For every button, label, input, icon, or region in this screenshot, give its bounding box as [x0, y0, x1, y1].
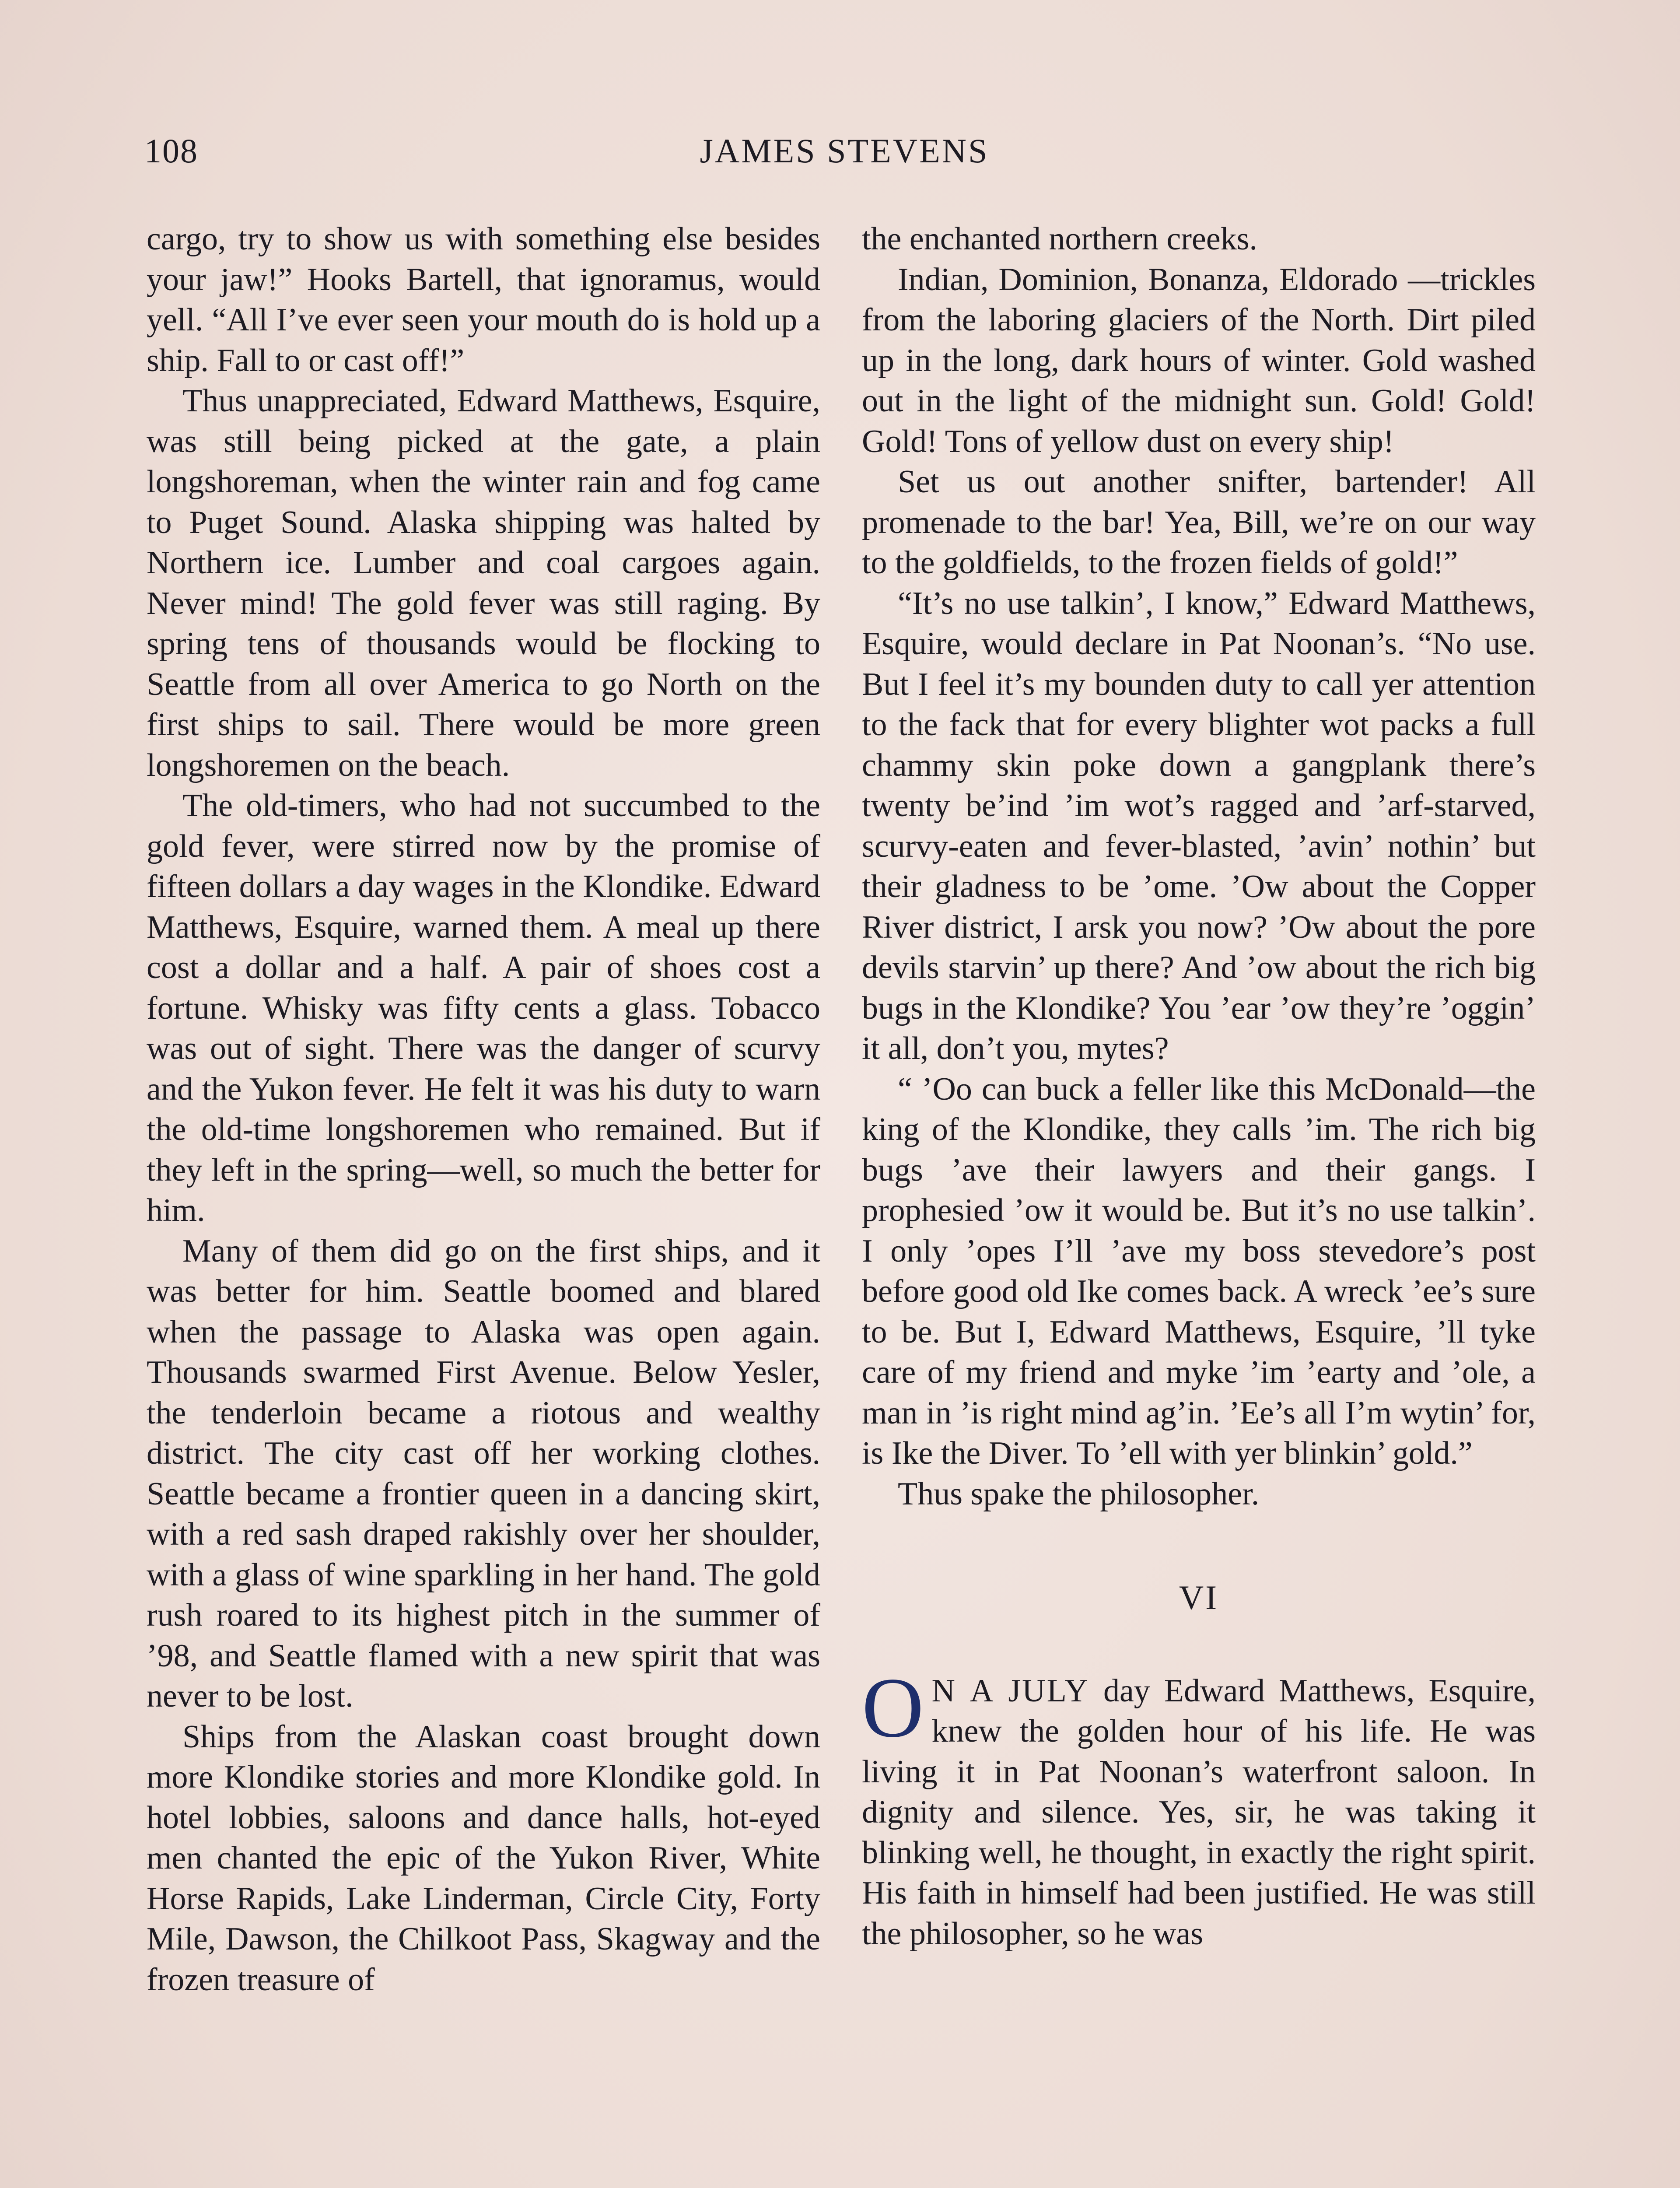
paragraph: Thus spake the philosopher.: [898, 1476, 1260, 1512]
paragraph: “ ’Oo can buck a feller like this McDonald—the king of the Klondike, they calls ’im. The rich big bugs ’ave their lawyers and their gangs. I prophesied ’ow it would be. But it’s no use talkin’. I only ’opes I’ll ’ave my boss stevedore’s post before good old Ike comes back. A wreck ’ee’s sure to be. But I, Edward Matthews, Esquire, ’ll tyke care of my friend and myke ’im ’earty and ’ole, a man in ’is right mind ag’in. ’Ee’s all I’m wytin’ for, is Ike the Diver. To ’ell with yer blinkin’ gold.”: [862, 1071, 1536, 1471]
opening-text: day Edward Matthews, Esquire, knew the golden hour of his life. He was living it in Pat Noonan’s waterfront saloon. In dignity and silence. Yes, sir, he was taking it blinking well, he thought, in exactly the right spirit. His faith in himself had been justified. He was still the philosopher, so he was: [862, 1673, 1536, 1952]
drop-cap: O: [862, 1660, 924, 1755]
opening-small-caps: N A JULY: [931, 1673, 1089, 1709]
paragraph: Ships from the Alaskan coast brought down more Klondike stories and more Klondike gold. In hotel lobbies, saloons and dance halls, hot-eyed men chanted the epic of the Yukon River, White Horse Rapids, Lake Linderman, Circle City, Forty Mile, Dawson, the Chilkoot Pass, Skagway and the frozen treasure of: [147, 1718, 820, 1998]
paragraph: Many of them did go on the first ships, and it was better for him. Seattle boomed and blared when the passage to Alaska was open again. Thousands swarmed First Avenue. Below Yesler, the tenderloin became a riotous and wealthy district. The city cast off her working clothes. Seattle became a frontier queen in a dancing skirt, with a red sash draped rakishly over her shoulder, with a glass of wine sparkling in her hand. The gold rush roared to its highest pitch in the summer of ’98, and Seattle flamed with a new spirit that was never to be lost.: [147, 1233, 820, 1714]
paragraph: “It’s no use talkin’, I know,” Edward Matthews, Esquire, would declare in Pat Noonan’s. “No use. But I feel it’s my bounden duty to call yer attention to the fack that for every blighter wot packs a full chammy skin poke down a gangplank there’s twenty be’ind ’im wot’s ragged and ’arf-starved, scurvy-eaten and fever-blasted, ’avin’ nothin’ but their gladness to be ’ome. ’Ow about the Copper River district, I arsk you now? ’Ow about the pore devils starvin’ up there? And ’ow about the rich big bugs in the Klondike? You ’ear ’ow they’re ’oggin’ it all, don’t you, mytes?: [862, 585, 1536, 1066]
page-header: [144, 131, 1544, 179]
paragraph: Thus unappreciated, Edward Matthews, Esquire, was still being picked at the gate, a plain longshoreman, when the winter rain and fog came to Puget Sound. Alaska shipping was halted by Northern ice. Lumber and coal cargoes again. Never mind! The gold fever was still raging. By spring tens of thousands would be flocking to Seattle from all over America to go North on the first ships to sail. There would be more green longshoremen on the beach.: [147, 383, 820, 783]
page-number: 108: [144, 132, 198, 170]
paragraph: cargo, try to show us with something else besides your jaw!” Hooks Bartell, that ignoramus, would yell. “All I’ve ever seen your mouth do is hold up a ship. Fall to or cast off!”: [147, 221, 820, 379]
paragraph: the enchanted northern creeks.: [862, 221, 1258, 257]
left-column: [147, 219, 820, 2000]
right-column: [862, 219, 1536, 1954]
opening-paragraph: [862, 1660, 1536, 1954]
section-heading: VI: [1179, 1578, 1219, 1616]
paragraph: The old-timers, who had not succumbed to the gold fever, were stirred now by the promise of fifteen dollars a day wages in the Klondike. Edward Matthews, Esquire, warned them. A meal up there cost a dollar and a half. A pair of shoes cost a fortune. Whisky was fifty cents a glass. Tobacco was out of sight. There was the danger of scurvy and the Yukon fever. He felt it was his duty to warn the old-time longshoremen who remained. But if they left in the spring—well, so much the better for him.: [147, 788, 820, 1228]
running-head: JAMES STEVENS: [700, 132, 989, 170]
paragraph: Indian, Dominion, Bonanza, Eldorado —trickles from the laboring glaciers of the North. Dirt piled up in the long, dark hours of winter. Gold washed out in the light of the midnight sun. Gold! Gold! Gold! Tons of yellow dust on every ship!: [862, 261, 1536, 459]
paragraph: Set us out another snifter, bartender! All promenade to the bar! Yea, Bill, we’re on our way to the goldfields, to the frozen fields of gold!”: [862, 464, 1536, 581]
